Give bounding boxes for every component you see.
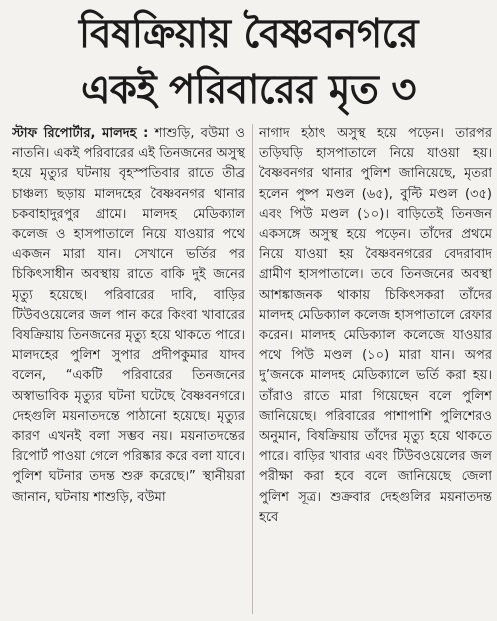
byline: স্টাফ রিপোর্টার, মালদহ :	[12, 126, 149, 141]
headline-line-1: বিষক্রিয়ায় বৈষ্ণবনগরে	[78, 11, 418, 57]
article-paragraph-1	[12, 124, 245, 508]
column-divider	[252, 124, 253, 614]
article-column-2	[259, 124, 492, 621]
headline-line-2: একই পরিবারের মৃত ৩	[81, 67, 416, 113]
article-paragraph-2: নাগাদ হঠাৎ অসুস্থ হয়ে পড়েন। তারপর তড়িঘড়ি হাসপাতালে নিয়ে যাওয়া হয়। বৈষ্ণবনগর থানার পুলিশ জানিয়েছে, মৃতরা হলেন পুষ্প মণ্ডল (৬৫), বুল্টি মণ্ডল (৩৫) এবং পিউ মণ্ডল (১০)। বাড়িতেই তিনজন একসঙ্গে অসুস্থ হয়ে পড়েন। তাঁদের প্রথমে নিয়ে যাওয়া হয় বৈষ্ণবনগরের বেদরাবাদ গ্রামীণ হাসপাতালে। তবে তিনজনের অবস্থা আশঙ্কাজনক থাকায় চিকিৎসকরা তাঁদের মালদহ মেডিক্যাল কলেজ হাসপাতালে রেফার করেন। মালদহ মেডিক্যাল কলেজে যাওয়ার পথে পিউ মণ্ডল (১০) মারা যান। অপর দু’জনকে মালদহ মেডিক্যালে ভর্তি করা হয়। তাঁরাও রাতে মারা গিয়েছেন বলে পুলিশ জানিয়েছে। পরিবারের পাশাপাশি পুলিশেরও অনুমান, বিষক্রিয়ায় তাঁদের মৃত্যু হয়ে থাকতে পারে। বাড়ির খাবার এবং টিউবওয়েলের জল পরীক্ষা করা হবে বলে জানিয়েছে জেলা পুলিশ সূত্র। শুক্রবার দেহগুলির ময়নাতদন্ত হবে	[259, 126, 492, 525]
column-1-text: শাশুড়ি, বউমা ও নাতনি। একই পরিবারের এই তিনজনের অসুস্থ হয়ে মৃত্যুর ঘটনায় বৃহস্পতিবার রাতে তীব্র চাঞ্চল্য ছড়ায় মালদহের বৈষ্ণবনগর থানার চকবাহাদুরপুর গ্রামে। মালদহ মেডিক্যাল কলেজ ও হাসপাতালে নিয়ে যাওয়ার পথে একজন মারা যান। সেখানে ভর্তির পর চিকিৎসাধীন অবস্থায় রাতে বাকি দুই জনের মৃত্যু হয়েছে। পরিবারের দাবি, বাড়ির টিউবওয়েলের জল পান করে কিংবা খাবারের বিষক্রিয়ায় তিনজনের মৃত্যু হয়ে থাকতে পারে। মালদহের পুলিশ সুপার প্রদীপকুমার যাদব বলেন, “একটি পরিবারের তিনজনের অস্বাভাবিক মৃত্যুর ঘটনা ঘটেছে বৈষ্ণবনগরে। দেহগুলি ময়নাতদন্তে পাঠানো হয়েছে। মৃত্যুর কারণ এখনই বলা সম্ভব নয়। ময়নাতদন্তের রিপোর্ট পাওয়া গেলে পরিষ্কার করে বলা যাবে। পুলিশ ঘটনার তদন্ত শুরু করেছে।” স্থানীয়রা জানান, ঘটনায় শাশুড়ি, বউমা	[12, 126, 245, 505]
article-column-1	[12, 124, 245, 621]
headline	[0, 0, 497, 118]
